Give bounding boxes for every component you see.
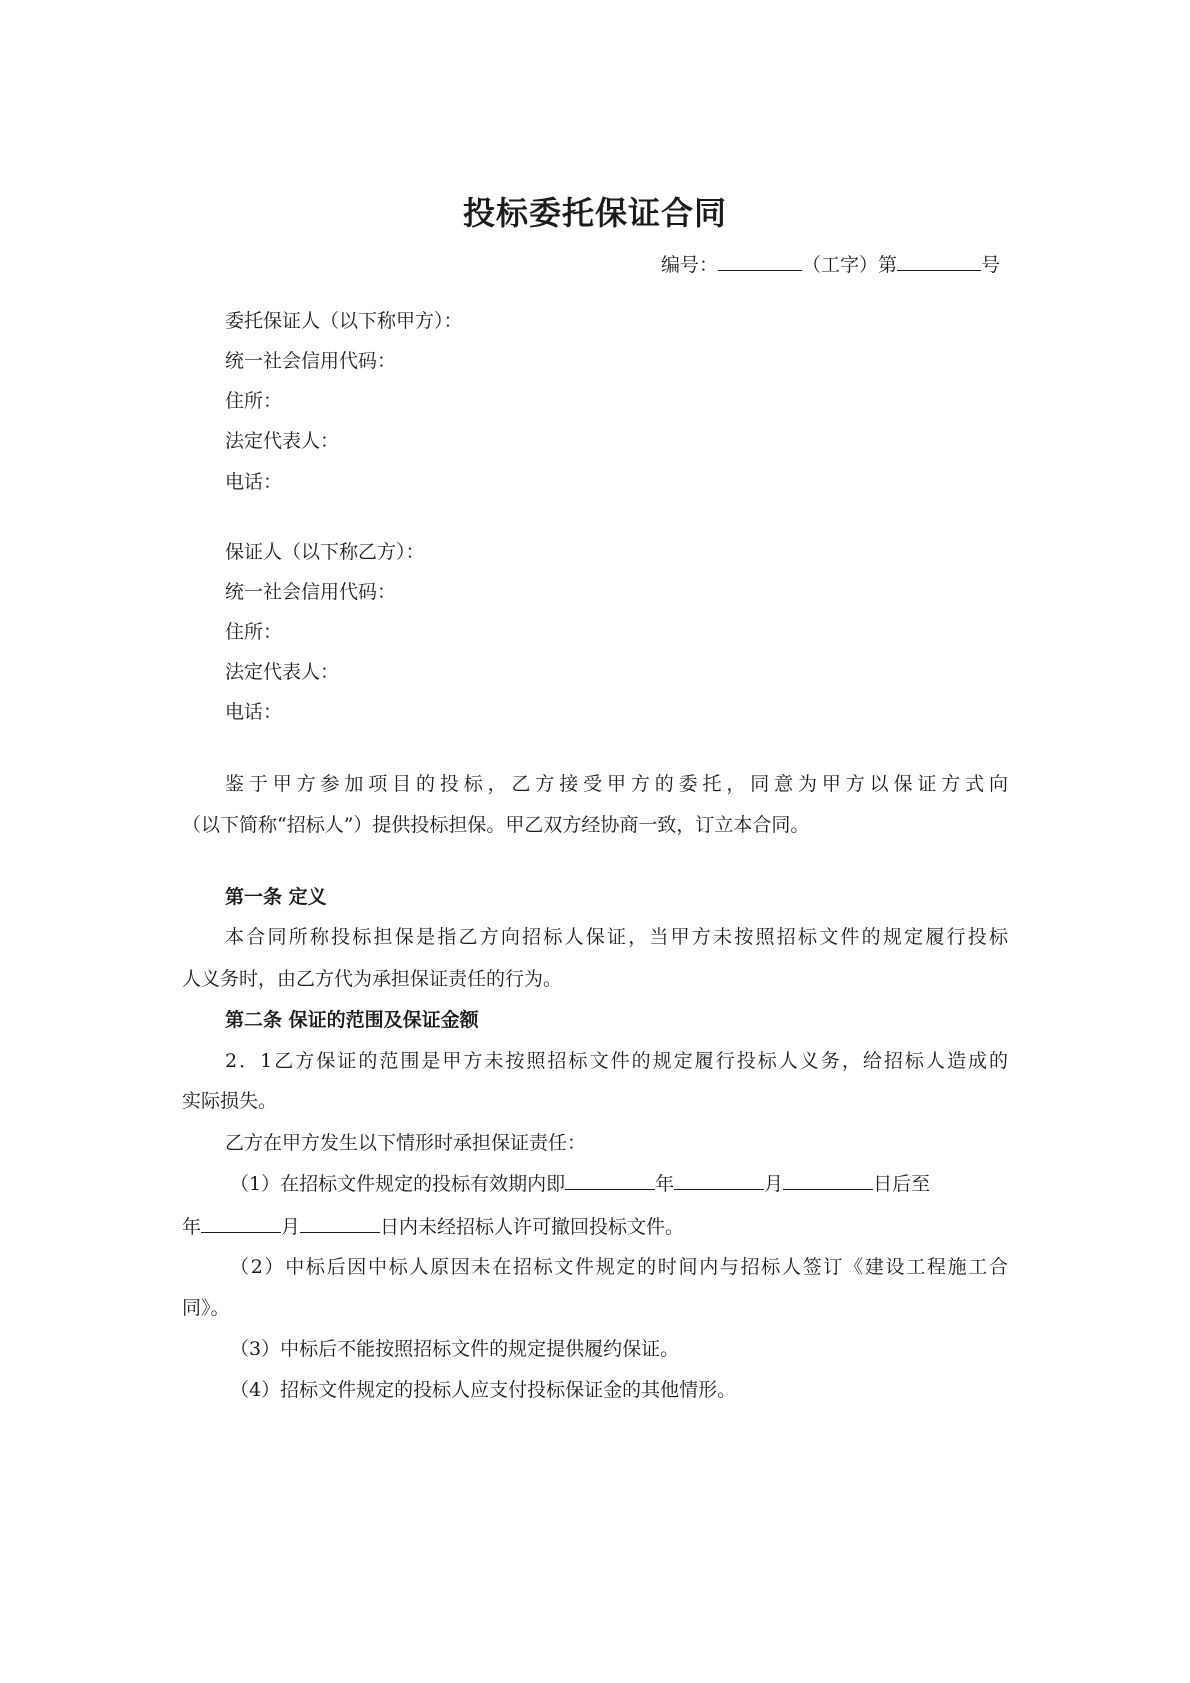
article-1-heading: 第一条 定义 [225, 886, 327, 908]
party-a-credit-code: 统一社会信用代码： [225, 350, 397, 372]
contract-number-line [661, 250, 1000, 277]
party-b-address: 住所： [225, 621, 283, 643]
number-blank-1[interactable] [718, 252, 802, 271]
party-a-heading: 委托保证人（以下称甲方）： [225, 310, 463, 332]
item-1-year-label: 年 [655, 1173, 675, 1195]
item-1-day-label: 日后至 [873, 1173, 931, 1195]
item-3: （3）中标后不能按照招标文件的规定提供履约保证。 [230, 1338, 680, 1360]
document-title: 投标委托保证合同 [462, 194, 727, 232]
item-4: （4）招标文件规定的投标人应支付投标保证金的其他情形。 [230, 1379, 737, 1401]
preamble-line-1: 鉴于甲方参加项目的投标，乙方接受甲方的委托，同意为甲方以保证方式向 [225, 773, 1008, 795]
party-a-phone: 电话： [225, 471, 283, 493]
item-1-year2-blank[interactable] [201, 1214, 281, 1233]
number-suffix: 号 [980, 254, 1000, 276]
item-1-tail: 日内未经招标人许可撤回投标文件。 [380, 1216, 685, 1238]
party-b-credit-code: 统一社会信用代码： [225, 581, 397, 603]
item-2-line-1: （2）中标后因中标人原因未在招标文件规定的时间内与招标人签订《建设工程施工合 [230, 1256, 1008, 1278]
item-1-month2-blank[interactable] [300, 1214, 380, 1233]
article-1-line-2: 人义务时，由乙方代为承担保证责任的行为。 [182, 968, 563, 990]
item-2-line-2: 同》。 [182, 1297, 230, 1319]
article-1-line-1: 本合同所称投标担保是指乙方向招标人保证，当甲方未按照招标文件的规定履行投标 [225, 926, 1008, 948]
item-1-text: （1）在招标文件规定的投标有效期内即 [230, 1173, 566, 1195]
party-b-phone: 电话： [225, 701, 283, 723]
number-blank-2[interactable] [897, 252, 981, 271]
party-b-legal-rep: 法定代表人： [225, 661, 340, 683]
party-a-legal-rep: 法定代表人： [225, 430, 340, 452]
item-1-year-blank[interactable] [565, 1171, 655, 1190]
party-a-address: 住所： [225, 390, 283, 412]
item-1-month2-label: 月 [281, 1216, 301, 1238]
preamble-line-2: （以下简称“招标人”）提供投标担保。甲乙双方经协商一致，订立本合同。 [182, 814, 810, 836]
item-1-line-1 [230, 1169, 930, 1196]
item-1-month-blank[interactable] [674, 1171, 764, 1190]
party-b-heading: 保证人（以下称乙方）： [225, 541, 425, 563]
number-prefix: 编号： [660, 254, 718, 276]
article-2-heading: 第二条 保证的范围及保证金额 [225, 1009, 479, 1031]
clause-2-1-line-2: 实际损失。 [182, 1090, 278, 1112]
clause-2-1-line-1: 2．1乙方保证的范围是甲方未按照招标文件的规定履行投标人义务，给招标人造成的 [225, 1050, 1008, 1072]
item-1-line-2 [182, 1212, 684, 1239]
number-mid: （工字）第 [801, 254, 897, 276]
item-1-day-blank[interactable] [783, 1171, 873, 1190]
guarantee-intro: 乙方在甲方发生以下情形时承担保证责任： [225, 1132, 587, 1154]
item-1-year2-label: 年 [182, 1216, 202, 1238]
item-1-month-label: 月 [764, 1173, 784, 1195]
